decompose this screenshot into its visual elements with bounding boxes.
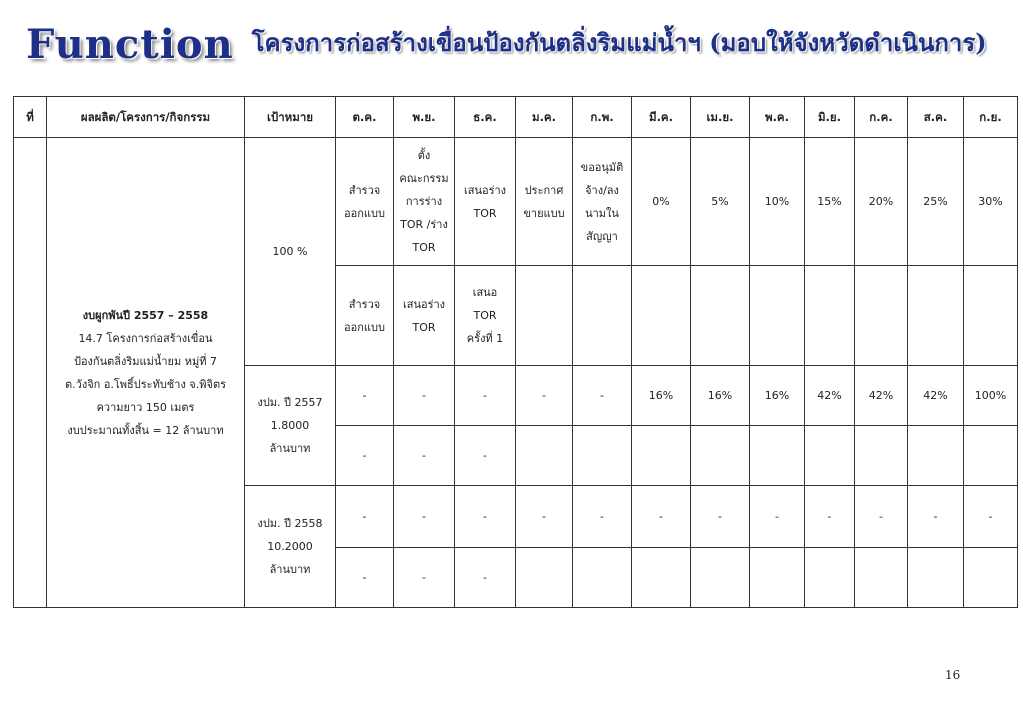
month-cell: เสนอ TOR ครั้งที่ 1	[455, 266, 516, 366]
header-cell: ที่	[14, 97, 47, 138]
project-line: 14.7 โครงการก่อสร้างเขื่อน	[78, 331, 213, 345]
month-cell	[805, 548, 855, 608]
month-cell: เสนอร่าง TOR	[394, 266, 455, 366]
month-cell	[516, 426, 573, 486]
month-cell	[908, 266, 964, 366]
slide-title	[26, 6, 987, 68]
month-cell: 16%	[632, 366, 691, 426]
month-cell: -	[573, 366, 632, 426]
project-description	[47, 138, 245, 608]
month-cell: -	[336, 548, 394, 608]
header-cell: มิ.ย.	[805, 97, 855, 138]
header-cell: ก.ค.	[855, 97, 908, 138]
header-row	[14, 97, 1018, 138]
header-cell: ผลผลิต/โครงการ/กิจกรรม	[47, 97, 245, 138]
month-cell: 25%	[908, 138, 964, 266]
month-cell: -	[805, 486, 855, 548]
month-cell	[908, 426, 964, 486]
month-cell: 16%	[691, 366, 750, 426]
header-cell: พ.ค.	[750, 97, 805, 138]
month-cell: -	[336, 486, 394, 548]
month-cell: 42%	[855, 366, 908, 426]
target-budget-2557: งปม. ปี 2557 1.8000 ล้านบาท	[245, 366, 336, 486]
month-cell	[855, 426, 908, 486]
month-cell: ตั้ง คณะกรรม การร่าง TOR /ร่าง TOR	[394, 138, 455, 266]
header-cell: ก.พ.	[573, 97, 632, 138]
month-cell: สำรวจ ออกแบบ	[336, 138, 394, 266]
month-cell	[516, 548, 573, 608]
target-percent: 100 %	[245, 138, 336, 366]
month-cell: -	[516, 486, 573, 548]
title-main: Function	[26, 21, 234, 68]
month-cell	[691, 426, 750, 486]
month-cell: -	[455, 486, 516, 548]
month-cell	[691, 266, 750, 366]
month-cell: -	[455, 366, 516, 426]
month-cell	[805, 266, 855, 366]
month-cell: -	[394, 548, 455, 608]
index-cell	[14, 138, 47, 608]
page-number: 16	[945, 668, 961, 682]
month-cell: 15%	[805, 138, 855, 266]
header-cell: ส.ค.	[908, 97, 964, 138]
month-cell	[964, 426, 1018, 486]
month-cell: 42%	[908, 366, 964, 426]
month-cell: 100%	[964, 366, 1018, 426]
month-cell	[750, 426, 805, 486]
month-cell	[632, 548, 691, 608]
month-cell: -	[394, 426, 455, 486]
header-cell: ม.ค.	[516, 97, 573, 138]
month-cell	[573, 266, 632, 366]
month-cell	[691, 548, 750, 608]
month-cell: -	[336, 366, 394, 426]
month-cell: -	[516, 366, 573, 426]
month-cell: 16%	[750, 366, 805, 426]
month-cell	[855, 266, 908, 366]
month-cell: 30%	[964, 138, 1018, 266]
header-cell: มี.ค.	[632, 97, 691, 138]
project-line: งบประมาณทั้งสิ้น = 12 ล้านบาท	[67, 423, 224, 437]
month-cell	[516, 266, 573, 366]
header-cell: เป้าหมาย	[245, 97, 336, 138]
month-cell: -	[964, 486, 1018, 548]
month-cell	[573, 426, 632, 486]
month-cell: 42%	[805, 366, 855, 426]
project-line: ความยาว 150 เมตร	[96, 400, 195, 414]
schedule-table	[13, 96, 1018, 608]
month-cell: -	[455, 426, 516, 486]
month-cell	[632, 426, 691, 486]
plan-row	[14, 138, 1018, 266]
month-cell: ขออนุมัติ จ้าง/ลง นามใน สัญญา	[573, 138, 632, 266]
month-cell: -	[908, 486, 964, 548]
month-cell	[750, 266, 805, 366]
month-cell: -	[455, 548, 516, 608]
month-cell: สำรวจ ออกแบบ	[336, 266, 394, 366]
header-cell: ธ.ค.	[455, 97, 516, 138]
month-cell: -	[394, 486, 455, 548]
title-subtitle: โครงการก่อสร้างเขื่อนป้องกันตลิ่งริมแม่น้ำฯ (มอบให้จังหวัดดำเนินการ)	[251, 28, 987, 57]
month-cell: -	[573, 486, 632, 548]
month-cell	[805, 426, 855, 486]
month-cell: 20%	[855, 138, 908, 266]
month-cell: 0%	[632, 138, 691, 266]
header-cell: ต.ค.	[336, 97, 394, 138]
month-cell	[964, 548, 1018, 608]
project-line: ต.วังจิก อ.โพธิ์ประทับช้าง จ.พิจิตร	[65, 377, 226, 391]
month-cell: -	[691, 486, 750, 548]
month-cell: เสนอร่าง TOR	[455, 138, 516, 266]
month-cell	[908, 548, 964, 608]
month-cell: -	[336, 426, 394, 486]
header-cell: พ.ย.	[394, 97, 455, 138]
month-cell: ประกาศ ขายแบบ	[516, 138, 573, 266]
month-cell	[855, 548, 908, 608]
project-title: งบผูกพันปี 2557 – 2558	[82, 308, 209, 322]
month-cell	[964, 266, 1018, 366]
month-cell	[573, 548, 632, 608]
month-cell: -	[394, 366, 455, 426]
target-budget-2558: งปม. ปี 2558 10.2000 ล้านบาท	[245, 486, 336, 608]
month-cell: 5%	[691, 138, 750, 266]
month-cell: -	[632, 486, 691, 548]
header-cell: เม.ย.	[691, 97, 750, 138]
month-cell: 10%	[750, 138, 805, 266]
month-cell: -	[855, 486, 908, 548]
month-cell: -	[750, 486, 805, 548]
header-cell: ก.ย.	[964, 97, 1018, 138]
month-cell	[632, 266, 691, 366]
month-cell	[750, 548, 805, 608]
project-line: ป้องกันตลิ่งริมแม่น้ำยม หมู่ที่ 7	[73, 354, 218, 368]
